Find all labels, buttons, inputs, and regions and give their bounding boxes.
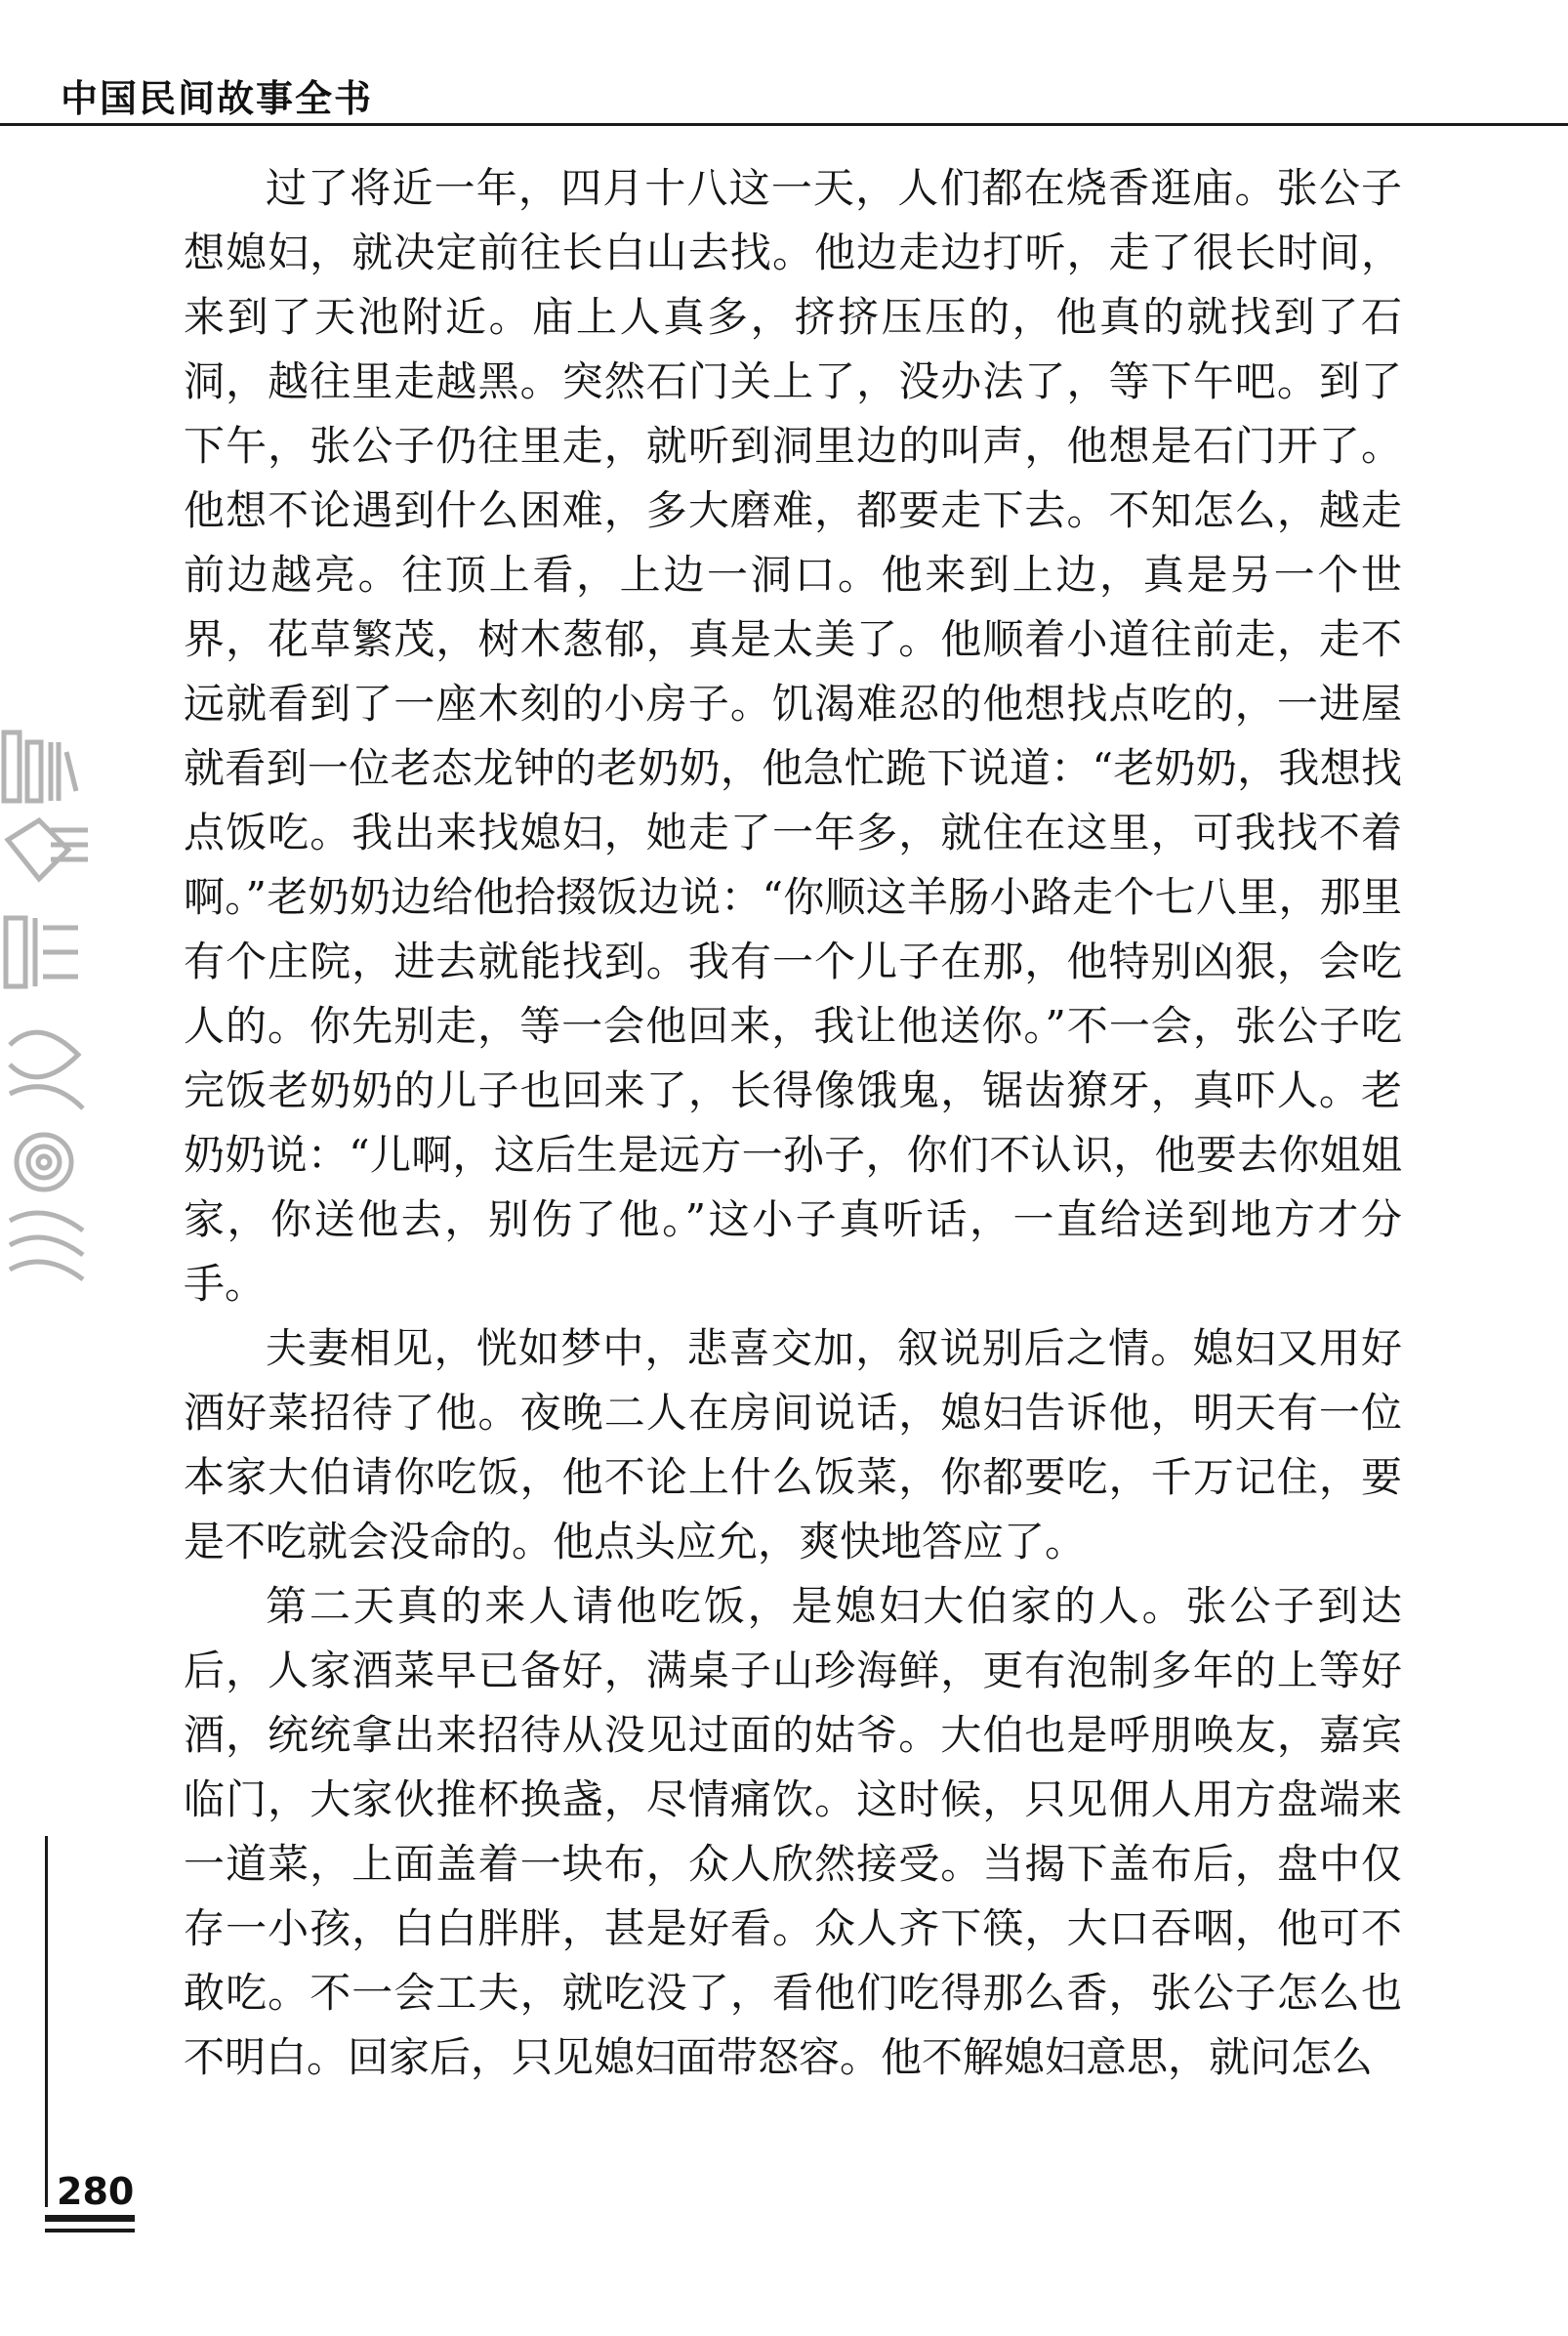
book-title: 中国民间故事全书 [61,77,374,120]
header-rule [0,123,1568,126]
left-margin-rule [45,1836,48,2207]
page-number: 280 [57,2170,135,2213]
footer-bar [45,2215,135,2222]
body-text [184,156,1402,2090]
footer-bar-thin [45,2229,135,2232]
paragraph-2: 夫妻相见，恍如梦中，悲喜交加，叙说别后之情。媳妇又用好酒好菜招待了他。夜晚二人在房间说话，媳妇告诉他，明天有一位本家大伯请你吃饭，他不论上什么饭菜，你都要吃，千万记住，要是不吃就会没命的。他点头应允，爽快地答应了。 [184,1324,1402,1565]
paragraph-1: 过了将近一年，四月十八这一天，人们都在烧香逛庙。张公子想媳妇，就决定前往长白山去找。他边走边打听，走了很长时间，来到了天池附近。庙上人真多，挤挤压压的，他真的就找到了石洞，越往里走越黑。突然石门关上了，没办法了，等下午吧。到了下午，张公子仍往里走，就听到洞里边的叫声，他想是石门开了。他想不论遇到什么困难，多大磨难，都要走下去。不知怎么，越走前边越亮。往顶上看，上边一洞口。他来到上边，真是另一个世界，花草繁茂，树木葱郁，真是太美了。他顺着小道往前走，走不远就看到了一座木刻的小房子。饥渴难忍的他想找点吃的，一进屋就看到一位老态龙钟的老奶奶，他急忙跪下说道：“老奶奶，我想找点饭吃。我出来找媳妇，她走了一年多，就住在这里，可我找不着啊。”老奶奶边给他拾掇饭边说：“你顺这羊肠小路走个七八里，那里有个庄院，进去就能找到。我有一个儿子在那，他特别凶狠，会吃人的。你先别走，等一会他回来，我让他送你。”不一会，张公子吃完饭老奶奶的儿子也回来了，长得像饿鬼，锯齿獠牙，真吓人。老奶奶说：“儿啊，这后生是远方一孙子，你们不认识，他要去你姐姐家，你送他去，别伤了他。”这小子真听话，一直给送到地方才分手。 [184,164,1402,1308]
paragraph-3: 第二天真的来人请他吃饭，是媳妇大伯家的人。张公子到达后，人家酒菜早已备好，满桌子山珍海鲜，更有泡制多年的上等好酒，统统拿出来招待从没见过面的姑爷。大伯也是呼朋唤友，嘉宾临门，大家伙推杯换盏，尽情痛饮。这时候，只见佣人用方盘端来一道菜，上面盖着一块布，众人欣然接受。当揭下盖布后，盘中仅存一小孩，白白胖胖，甚是好看。众人齐下筷，大口吞咽，他可不敢吃。不一会工夫，就吃没了，看他们吃得那么香，张公子怎么也不明白。回家后，只见媳妇面带怒容。他不解媳妇意思，就问怎么 [184,1582,1402,2081]
decorative-side-ornament-icon [0,723,98,1309]
